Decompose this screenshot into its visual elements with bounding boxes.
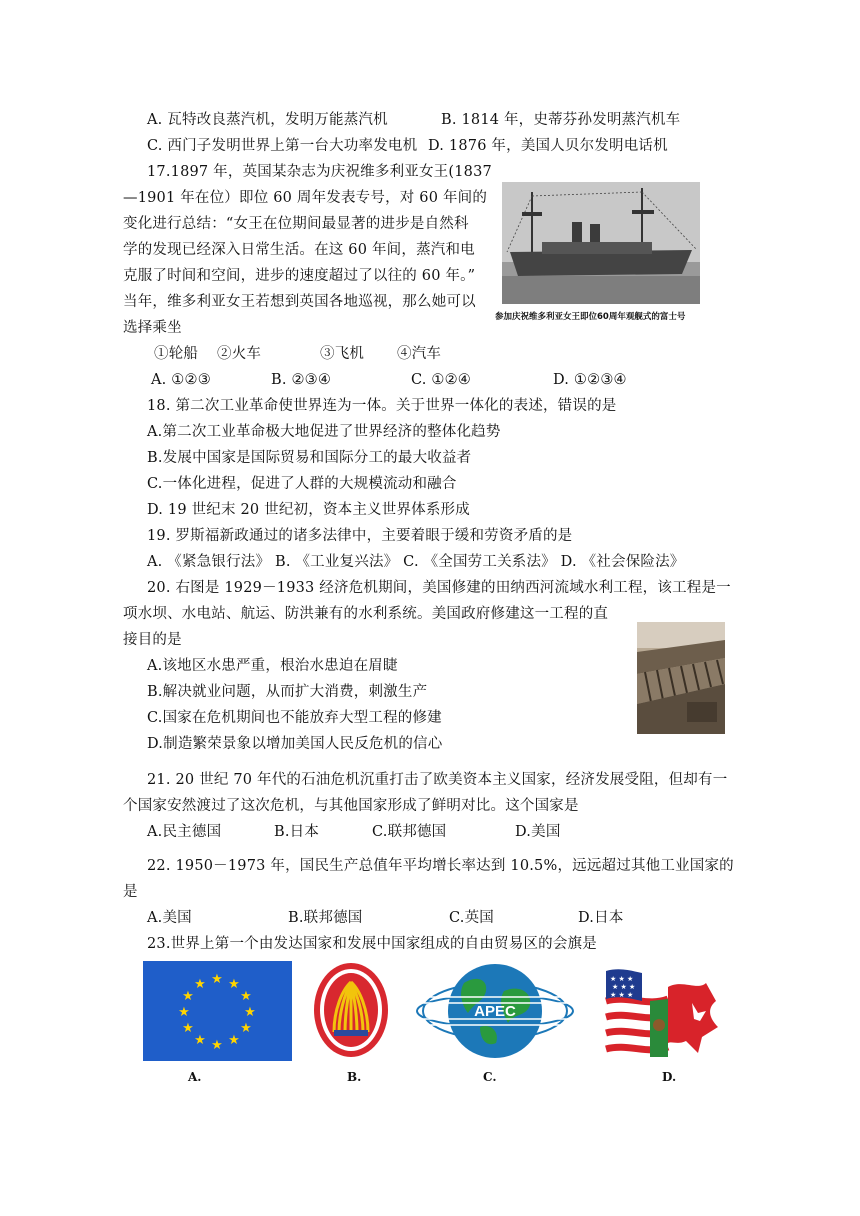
- q18-option-a: A.第二次工业革命极大地促进了世界经济的整体化趋势: [147, 424, 501, 440]
- q17-option-b: B. ②③④: [271, 372, 332, 388]
- q20-line-1: 20. 右图是 1929－1933 经济危机期间，美国修建的田纳西河流域水利工程，该工程是一: [147, 580, 731, 596]
- q21-option-c: C.联邦德国: [372, 824, 447, 840]
- svg-text:★: ★: [240, 989, 252, 1004]
- q17-option-c: C. ①②④: [411, 372, 471, 388]
- apec-text: APEC: [474, 1003, 516, 1020]
- svg-text:★: ★: [228, 977, 240, 992]
- q17-option-d: D. ①②③④: [553, 372, 627, 388]
- q20-option-d: D.制造繁荣景象以增加美国人民反危机的信心: [147, 736, 443, 752]
- q17-line-2: —1901 年在位）即位 60 周年发表专号，对 60 年间的: [123, 190, 488, 206]
- q22-option-c: C.英国: [449, 910, 494, 926]
- q17-item-4: ④汽车: [397, 346, 442, 362]
- q23-label-b: B.: [347, 1070, 362, 1084]
- svg-text:★ ★ ★: ★ ★ ★: [612, 983, 636, 991]
- q21-option-a: A.民主德国: [147, 824, 222, 840]
- q16-option-b: B. 1814 年，史蒂芬孙发明蒸汽机车: [441, 112, 681, 128]
- q18-option-d: D. 19 世纪末 20 世纪初，资本主义世界体系形成: [147, 502, 470, 518]
- q21-option-b: B.日本: [274, 824, 320, 840]
- q21-line-1: 21. 20 世纪 70 年代的石油危机沉重打击了欧美资本主义国家，经济发展受阻，但却有一: [147, 772, 728, 788]
- dam-illustration: [637, 622, 725, 734]
- q22-line-2: 是: [123, 884, 138, 900]
- q20-option-a: A.该地区水患严重，根治水患迫在眉睫: [147, 658, 398, 674]
- nafta-flag-icon: [598, 961, 724, 1065]
- q18-stem: 18. 第二次工业革命使世界连为一体。关于世界一体化的表述，错误的是: [147, 398, 617, 414]
- q22-line-1: 22. 1950－1973 年，国民生产总值年平均增长率达到 10.5%，远远超过其他工业国家的: [147, 858, 734, 874]
- q17-item-2: ②火车: [217, 346, 262, 362]
- q19-options: A. 《紧急银行法》 B. 《工业复兴法》 C. 《全国劳工关系法》 D. 《社会保险法》: [147, 554, 685, 570]
- q17-item-1: ①轮船: [154, 346, 199, 362]
- q20-option-c: C.国家在危机期间也不能放弃大型工程的修建: [147, 710, 442, 726]
- q17-line-7: 选择乘坐: [123, 320, 182, 336]
- q23-stem: 23.世界上第一个由发达国家和发展中国家组成的自由贸易区的会旗是: [147, 936, 597, 952]
- q17-item-3: ③飞机: [320, 346, 365, 362]
- q21-option-d: D.美国: [515, 824, 561, 840]
- eu-flag-icon: [143, 961, 292, 1061]
- q23-label-a: A.: [188, 1070, 202, 1084]
- q21-line-2: 个国家安然渡过了这次危机，与其他国家形成了鲜明对比。这个国家是: [123, 798, 579, 814]
- q20-line-3: 接目的是: [123, 632, 182, 648]
- apec-logo-icon: [414, 961, 576, 1061]
- battleship-illustration: [502, 182, 700, 304]
- svg-text:★: ★: [182, 989, 194, 1004]
- svg-text:★: ★: [194, 1033, 206, 1048]
- battleship-photo: [502, 182, 700, 304]
- q17-line-1: 17.1897 年，英国某杂志为庆祝维多利亚女王(1837: [147, 164, 492, 180]
- q17-line-6: 当年，维多利亚女王若想到英国各地巡视，那么她可以: [123, 294, 476, 310]
- svg-text:★: ★: [178, 1005, 190, 1020]
- q23-label-c: C.: [483, 1070, 497, 1084]
- svg-text:★ ★ ★: ★ ★ ★: [610, 991, 634, 999]
- dam-photo: [637, 622, 725, 734]
- battleship-caption: 参加庆祝维多利亚女王即位60周年观舰式的富士号: [495, 312, 686, 322]
- q22-option-a: A.美国: [147, 910, 192, 926]
- svg-text:★: ★: [211, 1038, 223, 1053]
- q18-option-b: B.发展中国家是国际贸易和国际分工的最大收益者: [147, 450, 472, 466]
- svg-text:★: ★: [244, 1005, 256, 1020]
- svg-text:★: ★: [194, 977, 206, 992]
- q17-option-a: A. ①②③: [151, 372, 211, 388]
- q17-line-3: 变化进行总结：“女王在位期间最显著的进步是自然科: [123, 216, 469, 232]
- q17-line-4: 学的发现已经深入日常生活。在这 60 年间，蒸汽和电: [123, 242, 475, 258]
- q16-option-d: D. 1876 年，美国人贝尔发明电话机: [428, 138, 668, 154]
- q16-option-a: A. 瓦特改良蒸汽机，发明万能蒸汽机: [147, 112, 388, 128]
- q16-option-c: C. 西门子发明世界上第一台大功率发电机: [147, 138, 418, 154]
- q18-option-c: C.一体化进程，促进了人群的大规模流动和融合: [147, 476, 457, 492]
- q20-line-2: 项水坝、水电站、航运、防洪兼有的水利系统。美国政府修建这一工程的直: [123, 606, 609, 622]
- asean-emblem-icon: [312, 960, 390, 1060]
- svg-text:★: ★: [240, 1021, 252, 1036]
- svg-text:★: ★: [228, 1033, 240, 1048]
- svg-text:★ ★ ★: ★ ★ ★: [610, 975, 634, 983]
- q17-line-5: 克服了时间和空间，进步的速度超过了以往的 60 年。”: [123, 268, 476, 284]
- q22-option-d: D.日本: [578, 910, 624, 926]
- svg-text:★: ★: [182, 1021, 194, 1036]
- svg-text:★: ★: [211, 972, 223, 987]
- q22-option-b: B.联邦德国: [288, 910, 363, 926]
- q23-label-d: D.: [662, 1070, 677, 1084]
- q19-stem: 19. 罗斯福新政通过的诸多法律中，主要着眼于缓和劳资矛盾的是: [147, 528, 573, 544]
- q20-option-b: B.解决就业问题，从而扩大消费，刺激生产: [147, 684, 428, 700]
